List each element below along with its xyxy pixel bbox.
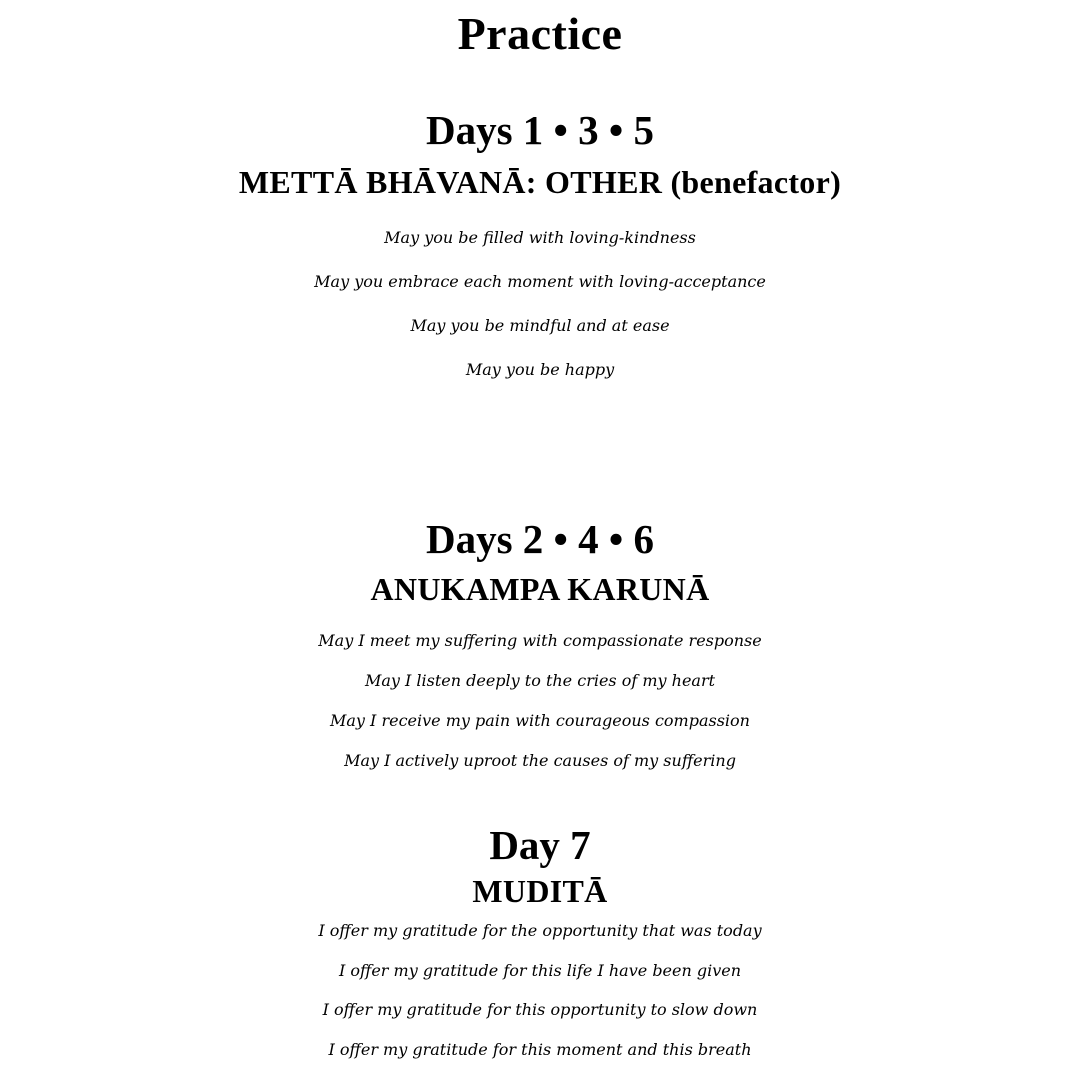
section-heading: ANUKAMPA KARUNĀ	[370, 571, 710, 607]
verse-lines	[0, 911, 1080, 1069]
verse-line: May you embrace each moment with loving-acceptance	[314, 272, 766, 291]
verse-line: May you be filled with loving-kindness	[384, 228, 696, 247]
section-day-7	[0, 821, 1080, 1069]
verse-line: May you be mindful and at ease	[410, 316, 670, 335]
verse-line: I offer my gratitude for this life I have been given	[338, 960, 742, 980]
verse-line: I offer my gratitude for this moment and this breath	[328, 1039, 752, 1059]
section-heading: METTĀ BHĀVANĀ: OTHER (benefactor)	[238, 164, 842, 200]
verse-line: May I listen deeply to the cries of my heart	[364, 671, 716, 690]
verse-line: I offer my gratitude for the opportunity that was today	[318, 921, 762, 940]
section-days-label: Day 7	[489, 822, 591, 868]
page-title: Practice	[457, 8, 623, 59]
section-days-label: Days 2 • 4 • 6	[425, 516, 655, 562]
section-days-label: Days 1 • 3 • 5	[425, 107, 655, 153]
verse-line: May I receive my pain with courageous compassion	[330, 711, 750, 730]
verse-lines	[0, 621, 1080, 781]
verse-line: May I meet my suffering with compassionate response	[318, 631, 762, 650]
section-days-1-3-5	[0, 106, 1080, 392]
section-heading: MUDITĀ	[472, 873, 608, 909]
verse-lines	[0, 216, 1080, 392]
verse-line: May you be happy	[465, 360, 615, 379]
verse-line: May I actively uproot the causes of my suffering	[344, 751, 736, 770]
section-days-2-4-6	[0, 515, 1080, 781]
verse-line: I offer my gratitude for this opportunity to slow down	[322, 1000, 758, 1019]
